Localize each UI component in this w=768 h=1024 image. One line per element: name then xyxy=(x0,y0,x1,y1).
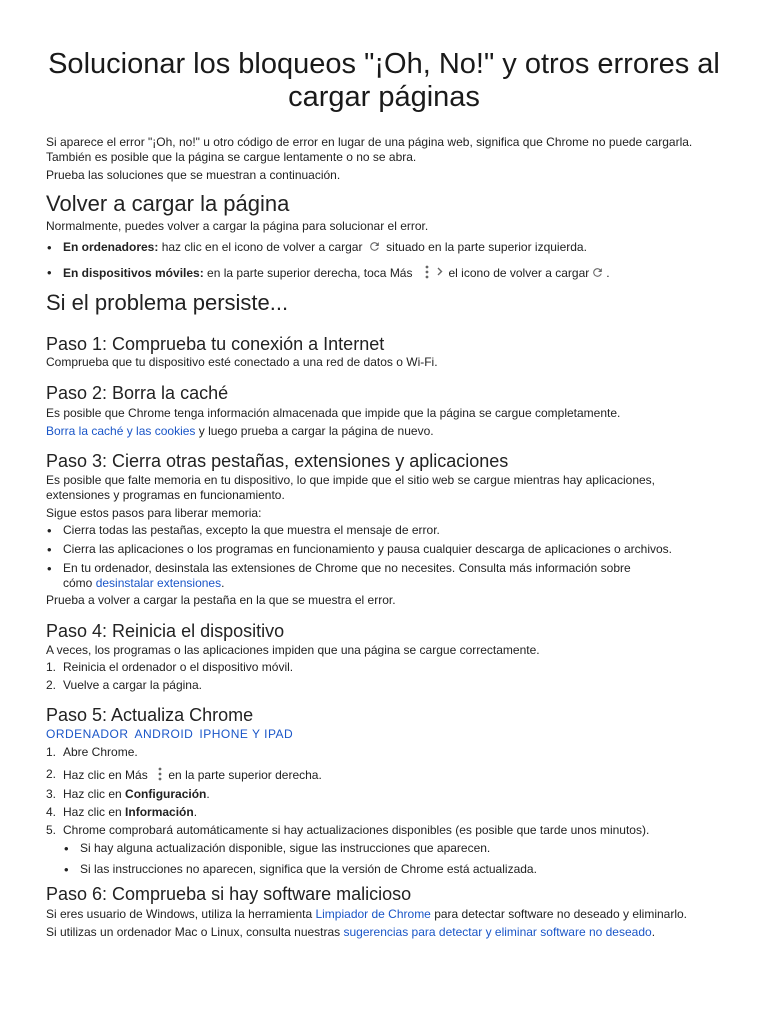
step-6-text-1 xyxy=(46,907,736,922)
reload-list xyxy=(46,240,736,283)
text: Si utilizas un ordenador Mac o Linux, consulta nuestras xyxy=(46,925,344,939)
list-item: • Cierra todas las pestañas, excepto la que muestra el mensaje de error. xyxy=(46,523,736,538)
more-vert-icon xyxy=(157,767,163,785)
step-3-list xyxy=(46,523,736,591)
settings-label: Configuración xyxy=(125,787,207,801)
list-item xyxy=(46,265,736,283)
tab-iphone-ipad[interactable]: IPHONE Y IPAD xyxy=(199,727,294,741)
list-item xyxy=(46,823,736,838)
list-item xyxy=(46,787,736,802)
bullet-3-text-c: . xyxy=(221,576,225,590)
desktop-text-end: situado en la parte superior izquierda. xyxy=(382,240,587,254)
list-text: Chrome comprobará automáticamente si hay actualizaciones disponibles (es posible que tarde unos minutos). xyxy=(63,823,650,837)
list-number: 2. xyxy=(46,678,57,692)
list-item xyxy=(46,767,736,785)
step-6-heading: Paso 6: Comprueba si hay software malicioso xyxy=(46,884,412,904)
info-label: Información xyxy=(125,805,194,819)
intro xyxy=(46,135,736,183)
step-4-list xyxy=(46,660,736,693)
list-text: Haz clic en xyxy=(63,805,126,819)
list-text-end: . xyxy=(206,787,210,801)
intro-line-1: Si aparece el error "¡Oh, no!" u otro código de error en lugar de una página web, significa que Chrome no puede cargarla. xyxy=(46,135,693,149)
tab-android[interactable]: ANDROID xyxy=(134,727,194,741)
list-item xyxy=(46,561,736,591)
desktop-label: En ordenadores: xyxy=(63,240,159,254)
step-4-heading: Paso 4: Reinicia el dispositivo xyxy=(46,621,285,641)
intro-line-2: También es posible que la página se cargue lentamente o no se abra. xyxy=(46,150,417,164)
list-item xyxy=(46,660,736,675)
step-2-after-link: y luego prueba a cargar la página de nuevo. xyxy=(195,424,434,438)
mobile-text: en la parte superior derecha, toca Más xyxy=(203,266,413,280)
step-3-heading: Paso 3: Cierra otras pestañas, extensiones y aplicaciones xyxy=(46,451,509,471)
list-text-end: en la parte superior derecha. xyxy=(165,768,322,782)
step-6-text-2 xyxy=(46,925,736,940)
clear-cache-link[interactable]: Borra la caché y las cookies xyxy=(46,424,196,438)
text: . xyxy=(651,925,656,939)
chrome-cleanup-link[interactable]: Limpiador de Chrome xyxy=(315,907,431,921)
step-1 xyxy=(46,333,736,370)
more-vert-icon xyxy=(424,265,430,283)
list-number: 1. xyxy=(46,660,57,674)
step-2-text: Es posible que Chrome tenga información almacenada que impide que la página se cargue completamente. xyxy=(46,406,621,420)
step-2-heading: Paso 2: Borra la caché xyxy=(46,383,229,403)
mobile-label: En dispositivos móviles: xyxy=(63,266,204,280)
text: para detectar software no deseado y eliminarlo. xyxy=(430,907,688,921)
persist-heading: Si el problema persiste... xyxy=(46,290,289,315)
reload-icon xyxy=(591,266,604,283)
step-3-text-2: extensiones y programas en funcionamiento. xyxy=(46,488,285,502)
reload-section xyxy=(46,191,736,283)
chevron-right-icon xyxy=(437,265,443,280)
list-text: Reinicia el ordenador o el dispositivo móvil. xyxy=(63,660,294,674)
step-3-text-3: Sigue estos pasos para liberar memoria: xyxy=(46,506,262,520)
page-title: Solucionar los bloqueos "¡Oh, No!" y otros errores al cargar páginas xyxy=(48,48,720,113)
list-item: • Cierra las aplicaciones o los programas en funcionamiento y pausa cualquier descarga de aplicaciones o archivos. xyxy=(46,542,736,557)
mobile-text-end: . xyxy=(606,266,610,280)
reload-heading: Volver a cargar la página xyxy=(46,191,290,216)
list-text: Haz clic en Más xyxy=(63,768,148,782)
uninstall-extensions-link[interactable]: desinstalar extensiones xyxy=(95,576,222,590)
step-5-sublist xyxy=(46,841,736,877)
step-1-text: Comprueba que tu dispositivo esté conectado a una red de datos o Wi-Fi. xyxy=(46,355,438,369)
step-2 xyxy=(46,382,736,439)
list-text: Vuelve a cargar la página. xyxy=(63,678,202,692)
remove-malware-link[interactable]: sugerencias para detectar y eliminar software no deseado xyxy=(343,925,652,939)
list-number: 5. xyxy=(46,823,57,837)
intro-line-3: Prueba las soluciones que se muestran a continuación. xyxy=(46,168,341,182)
list-text-end: . xyxy=(193,805,198,819)
mobile-text-mid: el icono de volver a cargar xyxy=(445,266,590,280)
step-5 xyxy=(46,704,736,877)
step-6 xyxy=(46,883,736,940)
bullet-3-text: En tu ordenador, desinstala las extensiones de Chrome que no necesites. Consulta más información sobre xyxy=(63,561,631,575)
list-item: • Si las instrucciones no aparecen, significa que la versión de Chrome está actualizada. xyxy=(63,862,736,877)
step-3 xyxy=(46,450,736,608)
step-2-link-line xyxy=(46,424,736,439)
desktop-text: haz clic en el icono de volver a cargar xyxy=(158,240,363,254)
list-text: Abre Chrome. xyxy=(63,745,138,759)
list-number: 1. xyxy=(46,745,57,759)
list-item xyxy=(46,240,736,257)
step-4 xyxy=(46,620,736,693)
text: Si eres usuario de Windows, utiliza la herramienta xyxy=(46,907,316,921)
list-number: 3. xyxy=(46,787,57,801)
list-item xyxy=(46,805,736,820)
list-item xyxy=(46,678,736,693)
tab-ordenador[interactable]: ORDENADOR xyxy=(46,727,129,741)
step-4-text: A veces, los programas o las aplicaciones impiden que una página se cargue correctamente. xyxy=(46,643,540,657)
step-3-text-1: Es posible que falte memoria en tu dispositivo, lo que impide que el sitio web se cargue mientras hay aplicaciones, xyxy=(46,473,655,487)
bullet-3-text-b: cómo xyxy=(63,576,96,590)
reload-icon xyxy=(368,240,381,257)
platform-tabs xyxy=(46,727,736,742)
step-5-list xyxy=(46,745,736,838)
step-5-heading: Paso 5: Actualiza Chrome xyxy=(46,705,254,725)
step-3-after: Prueba a volver a cargar la pestaña en la que se muestra el error. xyxy=(46,593,396,607)
list-text: Haz clic en xyxy=(63,787,126,801)
list-number: 4. xyxy=(46,805,57,819)
reload-text: Normalmente, puedes volver a cargar la página para solucionar el error. xyxy=(46,219,429,233)
list-number: 2. xyxy=(46,767,57,781)
list-item: • Si hay alguna actualización disponible, sigue las instrucciones que aparecen. xyxy=(63,841,736,856)
step-1-heading: Paso 1: Comprueba tu conexión a Internet xyxy=(46,334,385,354)
list-item xyxy=(46,745,736,760)
